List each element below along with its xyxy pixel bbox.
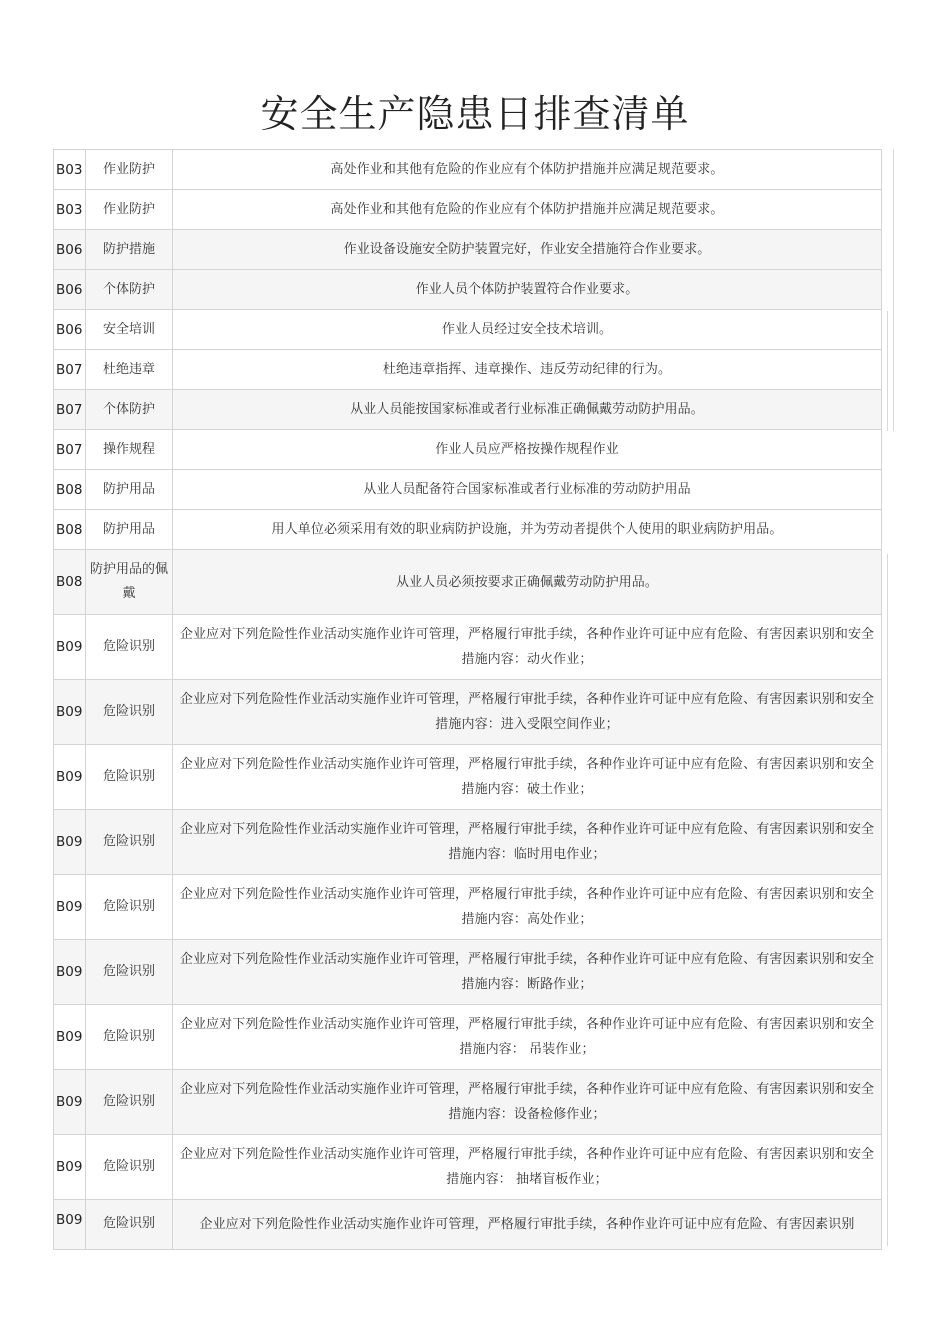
table-row bbox=[54, 510, 882, 550]
table-row bbox=[54, 810, 882, 875]
row-code: B09 bbox=[54, 1070, 86, 1135]
row-code: B03 bbox=[54, 190, 86, 230]
frame-edge-line bbox=[887, 554, 888, 1246]
row-code: B06 bbox=[54, 230, 86, 270]
row-code: B09 bbox=[54, 680, 86, 745]
row-item: 危险识别 bbox=[86, 615, 173, 680]
row-item: 危险识别 bbox=[86, 875, 173, 940]
table-row bbox=[54, 350, 882, 390]
table-row bbox=[54, 1135, 882, 1200]
row-code: B07 bbox=[54, 390, 86, 430]
row-code: B08 bbox=[54, 510, 86, 550]
table-row bbox=[54, 190, 882, 230]
table-row bbox=[54, 550, 882, 615]
table-row bbox=[54, 940, 882, 1005]
table-row bbox=[54, 615, 882, 680]
row-content: 企业应对下列危险性作业活动实施作业许可管理，严格履行审批手续，各种作业许可证中应有危险、有害因素识别和安全措施内容： 吊装作业； bbox=[173, 1005, 882, 1070]
table-row bbox=[54, 150, 882, 190]
row-content: 用人单位必须采用有效的职业病防护设施，并为劳动者提供个人使用的职业病防护用品。 bbox=[173, 510, 882, 550]
table-row bbox=[54, 1070, 882, 1135]
row-item: 防护用品 bbox=[86, 470, 173, 510]
row-content: 企业应对下列危险性作业活动实施作业许可管理，严格履行审批手续，各种作业许可证中应有危险、有害因素识别和安全措施内容：高处作业； bbox=[173, 875, 882, 940]
row-code: B06 bbox=[54, 310, 86, 350]
row-item: 危险识别 bbox=[86, 940, 173, 1005]
table-row bbox=[54, 1200, 882, 1250]
row-code: B09 bbox=[54, 810, 86, 875]
row-code: B09 bbox=[54, 615, 86, 680]
row-content: 从业人员能按国家标准或者行业标准正确佩戴劳动防护用品。 bbox=[173, 390, 882, 430]
row-content: 从业人员必须按要求正确佩戴劳动防护用品。 bbox=[173, 550, 882, 615]
row-content: 企业应对下列危险性作业活动实施作业许可管理，严格履行审批手续，各种作业许可证中应有危险、有害因素识别 bbox=[173, 1200, 882, 1250]
row-code: B09 bbox=[54, 875, 86, 940]
checklist-table bbox=[53, 149, 882, 1250]
frame-edge-line bbox=[887, 311, 888, 431]
row-content: 高处作业和其他有危险的作业应有个体防护措施并应满足规范要求。 bbox=[173, 190, 882, 230]
table-row bbox=[54, 310, 882, 350]
table-row bbox=[54, 680, 882, 745]
row-item: 防护用品的佩戴 bbox=[86, 550, 173, 615]
row-code: B07 bbox=[54, 350, 86, 390]
row-code: B09 bbox=[54, 940, 86, 1005]
row-code: B08 bbox=[54, 550, 86, 615]
row-item: 操作规程 bbox=[86, 430, 173, 470]
row-content: 企业应对下列危险性作业活动实施作业许可管理，严格履行审批手续，各种作业许可证中应有危险、有害因素识别和安全措施内容：破土作业； bbox=[173, 745, 882, 810]
table-row bbox=[54, 230, 882, 270]
row-item: 个体防护 bbox=[86, 390, 173, 430]
frame-edge-line bbox=[893, 149, 894, 431]
row-code: B09 bbox=[54, 1135, 86, 1200]
row-content: 作业设备设施安全防护装置完好，作业安全措施符合作业要求。 bbox=[173, 230, 882, 270]
row-item: 危险识别 bbox=[86, 1200, 173, 1250]
row-item: 危险识别 bbox=[86, 745, 173, 810]
row-content: 企业应对下列危险性作业活动实施作业许可管理，严格履行审批手续，各种作业许可证中应有危险、有害因素识别和安全措施内容：动火作业； bbox=[173, 615, 882, 680]
row-content: 作业人员个体防护装置符合作业要求。 bbox=[173, 270, 882, 310]
row-item: 作业防护 bbox=[86, 190, 173, 230]
row-content: 企业应对下列危险性作业活动实施作业许可管理，严格履行审批手续，各种作业许可证中应有危险、有害因素识别和安全措施内容：临时用电作业； bbox=[173, 810, 882, 875]
row-item: 危险识别 bbox=[86, 680, 173, 745]
table-row bbox=[54, 390, 882, 430]
table-row bbox=[54, 1005, 882, 1070]
row-code: B06 bbox=[54, 270, 86, 310]
table-row bbox=[54, 745, 882, 810]
row-code: B09 bbox=[54, 1005, 86, 1070]
table-row bbox=[54, 470, 882, 510]
row-item: 作业防护 bbox=[86, 150, 173, 190]
row-item: 防护措施 bbox=[86, 230, 173, 270]
row-code: B03 bbox=[54, 150, 86, 190]
checklist-body bbox=[54, 150, 882, 1250]
row-content: 作业人员应严格按操作规程作业 bbox=[173, 430, 882, 470]
row-item: 杜绝违章 bbox=[86, 350, 173, 390]
row-item: 危险识别 bbox=[86, 1005, 173, 1070]
row-code: B09 bbox=[54, 1200, 86, 1250]
row-item: 安全培训 bbox=[86, 310, 173, 350]
row-content: 企业应对下列危险性作业活动实施作业许可管理，严格履行审批手续，各种作业许可证中应有危险、有害因素识别和安全措施内容：断路作业； bbox=[173, 940, 882, 1005]
row-code: B08 bbox=[54, 470, 86, 510]
row-content: 高处作业和其他有危险的作业应有个体防护措施并应满足规范要求。 bbox=[173, 150, 882, 190]
table-row bbox=[54, 270, 882, 310]
row-item: 个体防护 bbox=[86, 270, 173, 310]
row-item: 危险识别 bbox=[86, 810, 173, 875]
row-content: 从业人员配备符合国家标准或者行业标准的劳动防护用品 bbox=[173, 470, 882, 510]
row-content: 企业应对下列危险性作业活动实施作业许可管理，严格履行审批手续，各种作业许可证中应有危险、有害因素识别和安全措施内容： 抽堵盲板作业； bbox=[173, 1135, 882, 1200]
row-code: B09 bbox=[54, 745, 86, 810]
page-title: 安全生产隐患日排查清单 bbox=[260, 92, 690, 136]
row-content: 企业应对下列危险性作业活动实施作业许可管理，严格履行审批手续，各种作业许可证中应有危险、有害因素识别和安全措施内容：进入受限空间作业； bbox=[173, 680, 882, 745]
table-row bbox=[54, 430, 882, 470]
row-code: B07 bbox=[54, 430, 86, 470]
row-item: 危险识别 bbox=[86, 1070, 173, 1135]
table-row bbox=[54, 875, 882, 940]
row-content: 作业人员经过安全技术培训。 bbox=[173, 310, 882, 350]
row-item: 防护用品 bbox=[86, 510, 173, 550]
row-content: 企业应对下列危险性作业活动实施作业许可管理，严格履行审批手续，各种作业许可证中应有危险、有害因素识别和安全措施内容：设备检修作业； bbox=[173, 1070, 882, 1135]
row-content: 杜绝违章指挥、违章操作、违反劳动纪律的行为。 bbox=[173, 350, 882, 390]
row-item: 危险识别 bbox=[86, 1135, 173, 1200]
